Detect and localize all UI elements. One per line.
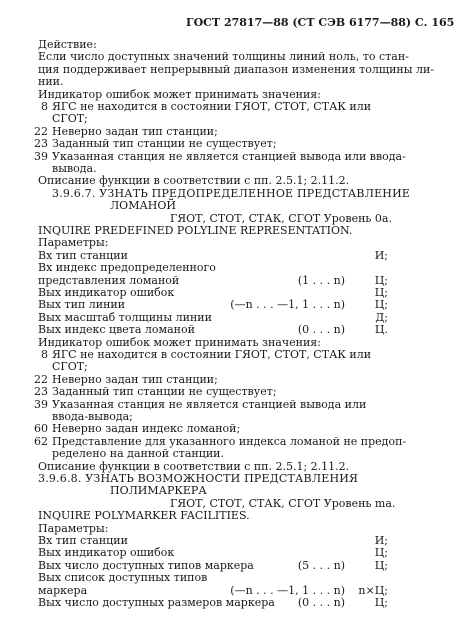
s2-param-range: (5 . . . n) bbox=[297, 558, 345, 572]
page-header: ГОСТ 27817—88 (СТ СЭВ 6177—88) С. 165 bbox=[186, 16, 454, 29]
block1-error-code: 8 bbox=[41, 100, 48, 113]
s2-param-name: маркера bbox=[38, 583, 88, 597]
s2-param-type: n×Ц; bbox=[358, 583, 388, 597]
params-label: Параметры: bbox=[38, 521, 109, 535]
s2-param-range: (—n . . . —1, 1 . . . n) bbox=[230, 583, 345, 597]
s1-error-code: 8 bbox=[41, 348, 48, 361]
s1-error-code: 60 bbox=[34, 422, 48, 436]
block1-error-text: ЯГС не находится в состоянии ГЯОТ, СТОТ, СТАК или bbox=[52, 100, 372, 113]
s2-param-name: Вых число доступных типов маркера bbox=[38, 558, 254, 572]
s2-param-type: Ц; bbox=[374, 596, 388, 609]
s1-error-text: Представление для указанного индекса ломаной не предоп- bbox=[52, 434, 407, 448]
section-title-cont: ПОЛИМАРКЕРА bbox=[110, 484, 207, 498]
action-text: Если число доступных значений толщины линий ноль, то стан- bbox=[38, 50, 409, 64]
s2-param-name: Вых индикатор ошибок bbox=[38, 546, 175, 560]
s1-param-name: Вых тип линии bbox=[38, 298, 126, 312]
s2-param-name: Вх тип станции bbox=[38, 534, 128, 547]
s1-error-code: 23 bbox=[34, 385, 48, 399]
s1-error-text: СГОТ; bbox=[52, 360, 88, 374]
s2-param-name: Вых список доступных типов bbox=[38, 571, 208, 585]
params-label: Параметры: bbox=[38, 236, 109, 250]
errors-intro: Индикатор ошибок может принимать значения: bbox=[38, 335, 321, 349]
s1-param-type: И; bbox=[374, 248, 388, 262]
s1-error-text: Указанная станция не является станцией вывода или bbox=[52, 397, 367, 411]
block1-error-text: Заданный тип станции не существует; bbox=[52, 137, 277, 151]
s1-param-name: Вых индекс цвета ломаной bbox=[38, 323, 195, 337]
action-text: нии. bbox=[38, 75, 64, 89]
s1-param-name: Вых индикатор ошибок bbox=[38, 286, 175, 299]
s1-param-type: Ц; bbox=[374, 298, 388, 312]
s1-error-text: Неверно задан индекс ломаной; bbox=[52, 422, 241, 436]
s2-param-name: Вых число доступных размеров маркера bbox=[38, 596, 275, 609]
s1-param-type: Ц; bbox=[374, 286, 388, 299]
s2-param-range: (0 . . . n) bbox=[297, 596, 345, 609]
block1-error-text: вывода. bbox=[52, 162, 97, 175]
s1-error-text: ределено на данной станции. bbox=[52, 447, 224, 461]
function-description: Описание функции в соответствии с пп. 2.5.1; 2.11.2. bbox=[38, 174, 350, 188]
s1-param-name: Вх тип станции bbox=[38, 248, 128, 262]
s1-param-range: (0 . . . n) bbox=[297, 323, 345, 337]
s1-param-range: (—n . . . —1, 1 . . . n) bbox=[230, 298, 345, 312]
s1-param-type: Ц; bbox=[374, 273, 388, 287]
section-title-cont: ЛОМАНОЙ bbox=[110, 199, 176, 213]
errors-intro: Индикатор ошибок может принимать значения: bbox=[38, 87, 321, 101]
s1-param-name: Вых масштаб толщины линии bbox=[38, 310, 212, 324]
s1-param-type: Ц. bbox=[374, 323, 388, 337]
s1-param-range: (1 . . . n) bbox=[297, 273, 345, 287]
s1-error-text: ввода-вывода; bbox=[52, 410, 133, 423]
section-english-title: INQUIRE PREDEFINED POLYLINE REPRESENTATION. bbox=[38, 224, 353, 237]
block1-error-text: СГОТ; bbox=[52, 112, 88, 126]
s1-error-text: Неверно задан тип станции; bbox=[52, 372, 218, 386]
s2-param-type: Ц; bbox=[374, 546, 388, 560]
s1-error-code: 39 bbox=[34, 397, 48, 411]
section-states: ГЯОТ, СТОТ, СТАК, СГОТ Уровень mа. bbox=[170, 496, 396, 510]
s1-param-type: Д; bbox=[375, 310, 388, 324]
s1-error-code: 62 bbox=[34, 434, 48, 448]
s1-param-name: Вх индекс предопределенного bbox=[38, 261, 216, 275]
block1-error-code: 39 bbox=[34, 149, 48, 163]
action-text: ция поддерживает непрерывный диапазон изменения толщины ли- bbox=[38, 62, 435, 76]
section-title: 3.9.6.7. УЗНАТЬ ПРЕДОПРЕДЕЛЕННОЕ ПРЕДСТАВЛЕНИЕ bbox=[52, 186, 411, 200]
s1-param-name: представления ломаной bbox=[38, 273, 180, 287]
s2-param-type: Ц; bbox=[374, 558, 388, 572]
section-title: 3.9.6.8. УЗНАТЬ ВОЗМОЖНОСТИ ПРЕДСТАВЛЕНИЯ bbox=[38, 472, 359, 485]
section-english-title: INQUIRE POLYMARKER FACILITIES. bbox=[38, 509, 250, 523]
block1-error-code: 23 bbox=[34, 137, 48, 151]
function-description: Описание функции в соответствии с пп. 2.5.1; 2.11.2. bbox=[38, 459, 350, 473]
section-states: ГЯОТ, СТОТ, СТАК, СГОТ Уровень 0а. bbox=[170, 211, 392, 225]
block1-error-code: 22 bbox=[34, 124, 48, 138]
s1-error-code: 22 bbox=[34, 372, 48, 386]
s1-error-text: Заданный тип станции не существует; bbox=[52, 385, 277, 399]
block1-error-text: Неверно задан тип станции; bbox=[52, 124, 218, 138]
block1-error-text: Указанная станция не является станцией вывода или ввода- bbox=[52, 149, 406, 163]
action-label: Действие: bbox=[38, 38, 97, 51]
s2-param-type: И; bbox=[374, 534, 388, 547]
s1-error-text: ЯГС не находится в состоянии ГЯОТ, СТОТ, СТАК или bbox=[52, 348, 372, 361]
